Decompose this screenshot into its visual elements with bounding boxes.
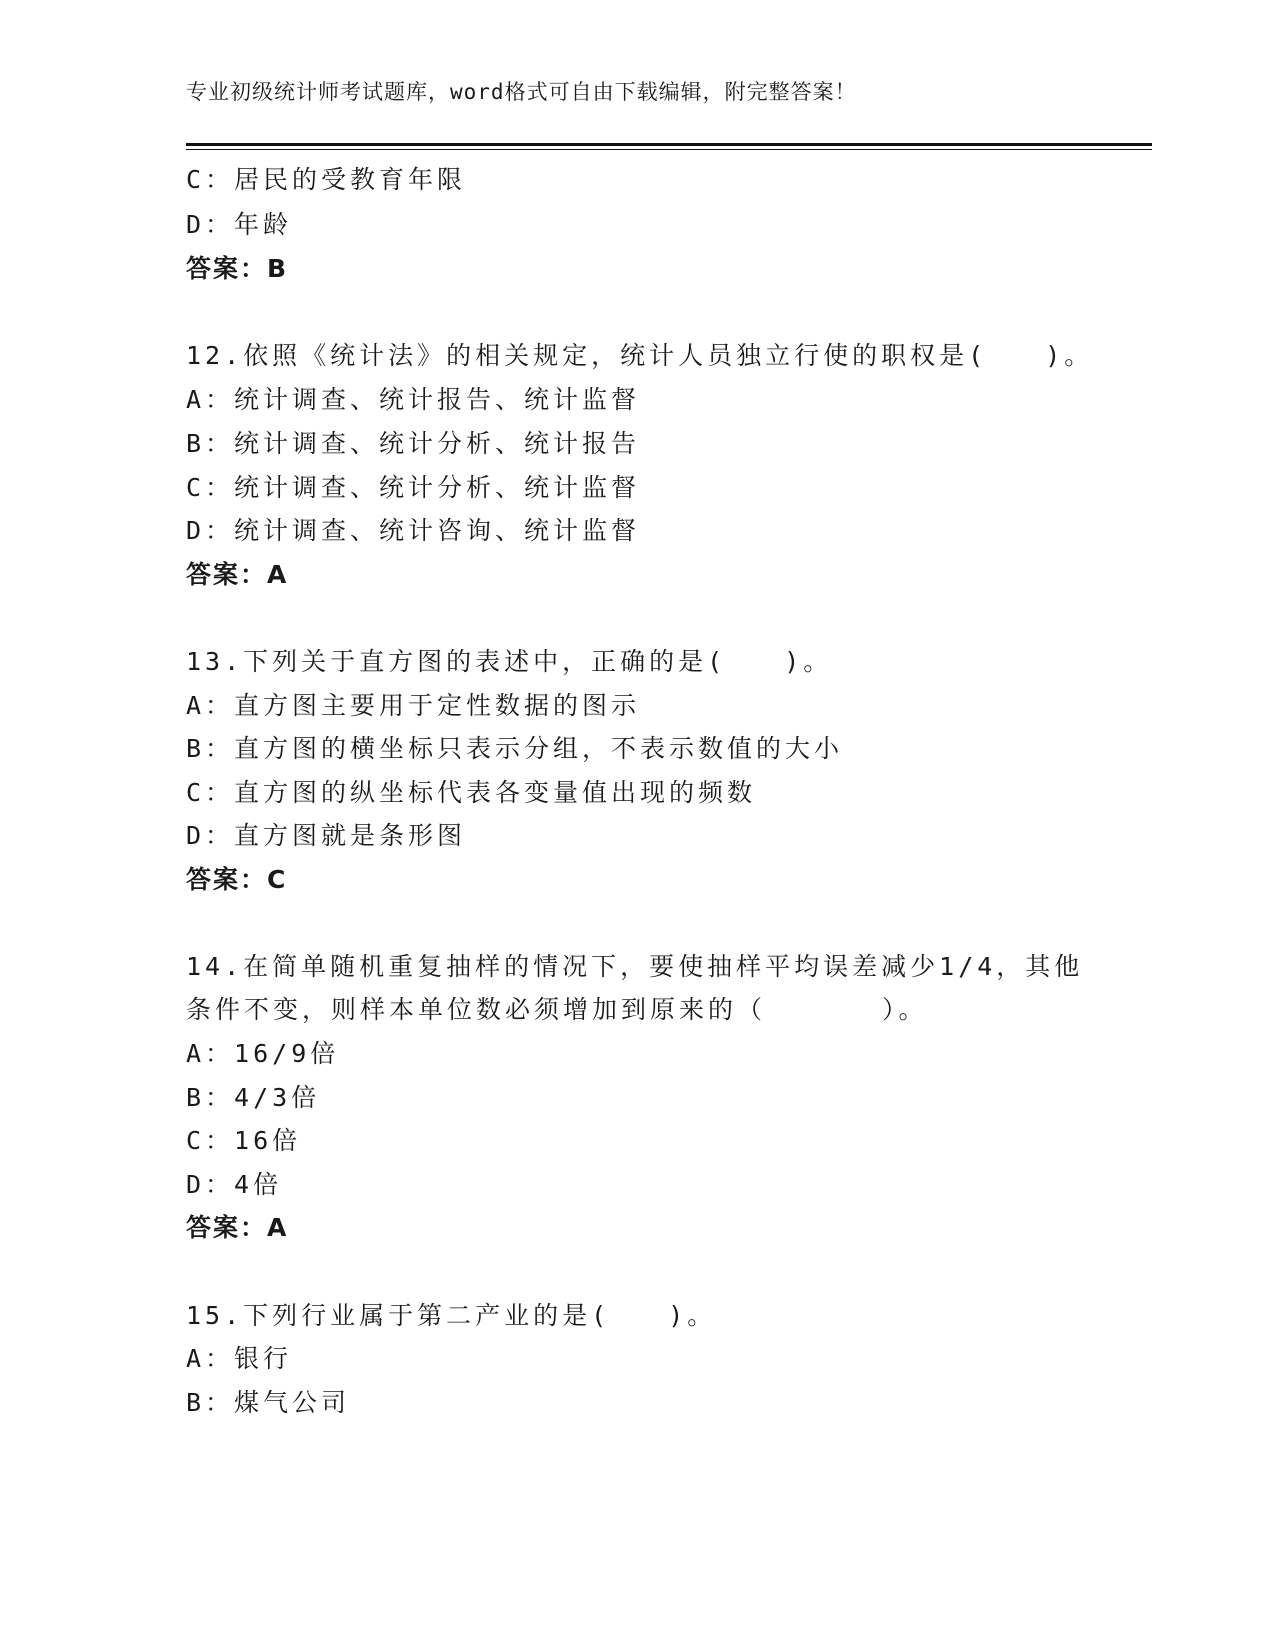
q12-option-d: D：统计调查、统计咨询、统计监督 — [186, 516, 641, 545]
q13-answer: 答案：C — [186, 865, 288, 894]
page-header: 专业初级统计师考试题库，word格式可自由下载编辑，附完整答案！ — [186, 80, 857, 104]
q12-answer: 答案：A — [186, 560, 289, 589]
q14-option-a: A：16/9倍 — [186, 1039, 340, 1068]
q15-option-a: A：银行 — [186, 1344, 293, 1373]
header-divider-thin — [186, 149, 1152, 150]
q13-option-b: B：直方图的横坐标只表示分组，不表示数值的大小 — [186, 734, 844, 763]
q14-option-c: C：16倍 — [186, 1126, 302, 1155]
q14-question-line2: 条件不变，则样本单位数必须增加到原来的（ ）。 — [186, 995, 928, 1024]
q14-question-line1: 14.在简单随机重复抽样的情况下，要使抽样平均误差减少1/4，其他 — [186, 952, 1084, 981]
q12-question: 12.依照《统计法》的相关规定，统计人员独立行使的职权是( )。 — [186, 341, 1094, 370]
q14-option-b: B：4/3倍 — [186, 1083, 321, 1112]
q12-option-c: C：统计调查、统计分析、统计监督 — [186, 473, 641, 502]
q14-answer: 答案：A — [186, 1213, 289, 1242]
q13-question: 13.下列关于直方图的表述中，正确的是( )。 — [186, 647, 833, 676]
header-divider-thick — [186, 143, 1152, 146]
q11-answer: 答案：B — [186, 254, 289, 283]
q13-option-d: D：直方图就是条形图 — [186, 821, 467, 850]
q11-option-c: C：居民的受教育年限 — [186, 165, 467, 194]
q15-question: 15.下列行业属于第二产业的是( )。 — [186, 1301, 717, 1330]
q12-option-b: B：统计调查、统计分析、统计报告 — [186, 429, 641, 458]
q12-option-a: A：统计调查、统计报告、统计监督 — [186, 385, 641, 414]
q14-option-d: D：4倍 — [186, 1170, 283, 1199]
q11-option-d: D：年龄 — [186, 210, 293, 239]
q13-option-c: C：直方图的纵坐标代表各变量值出现的频数 — [186, 778, 757, 807]
q13-option-a: A：直方图主要用于定性数据的图示 — [186, 691, 641, 720]
q15-option-b: B：煤气公司 — [186, 1388, 351, 1417]
